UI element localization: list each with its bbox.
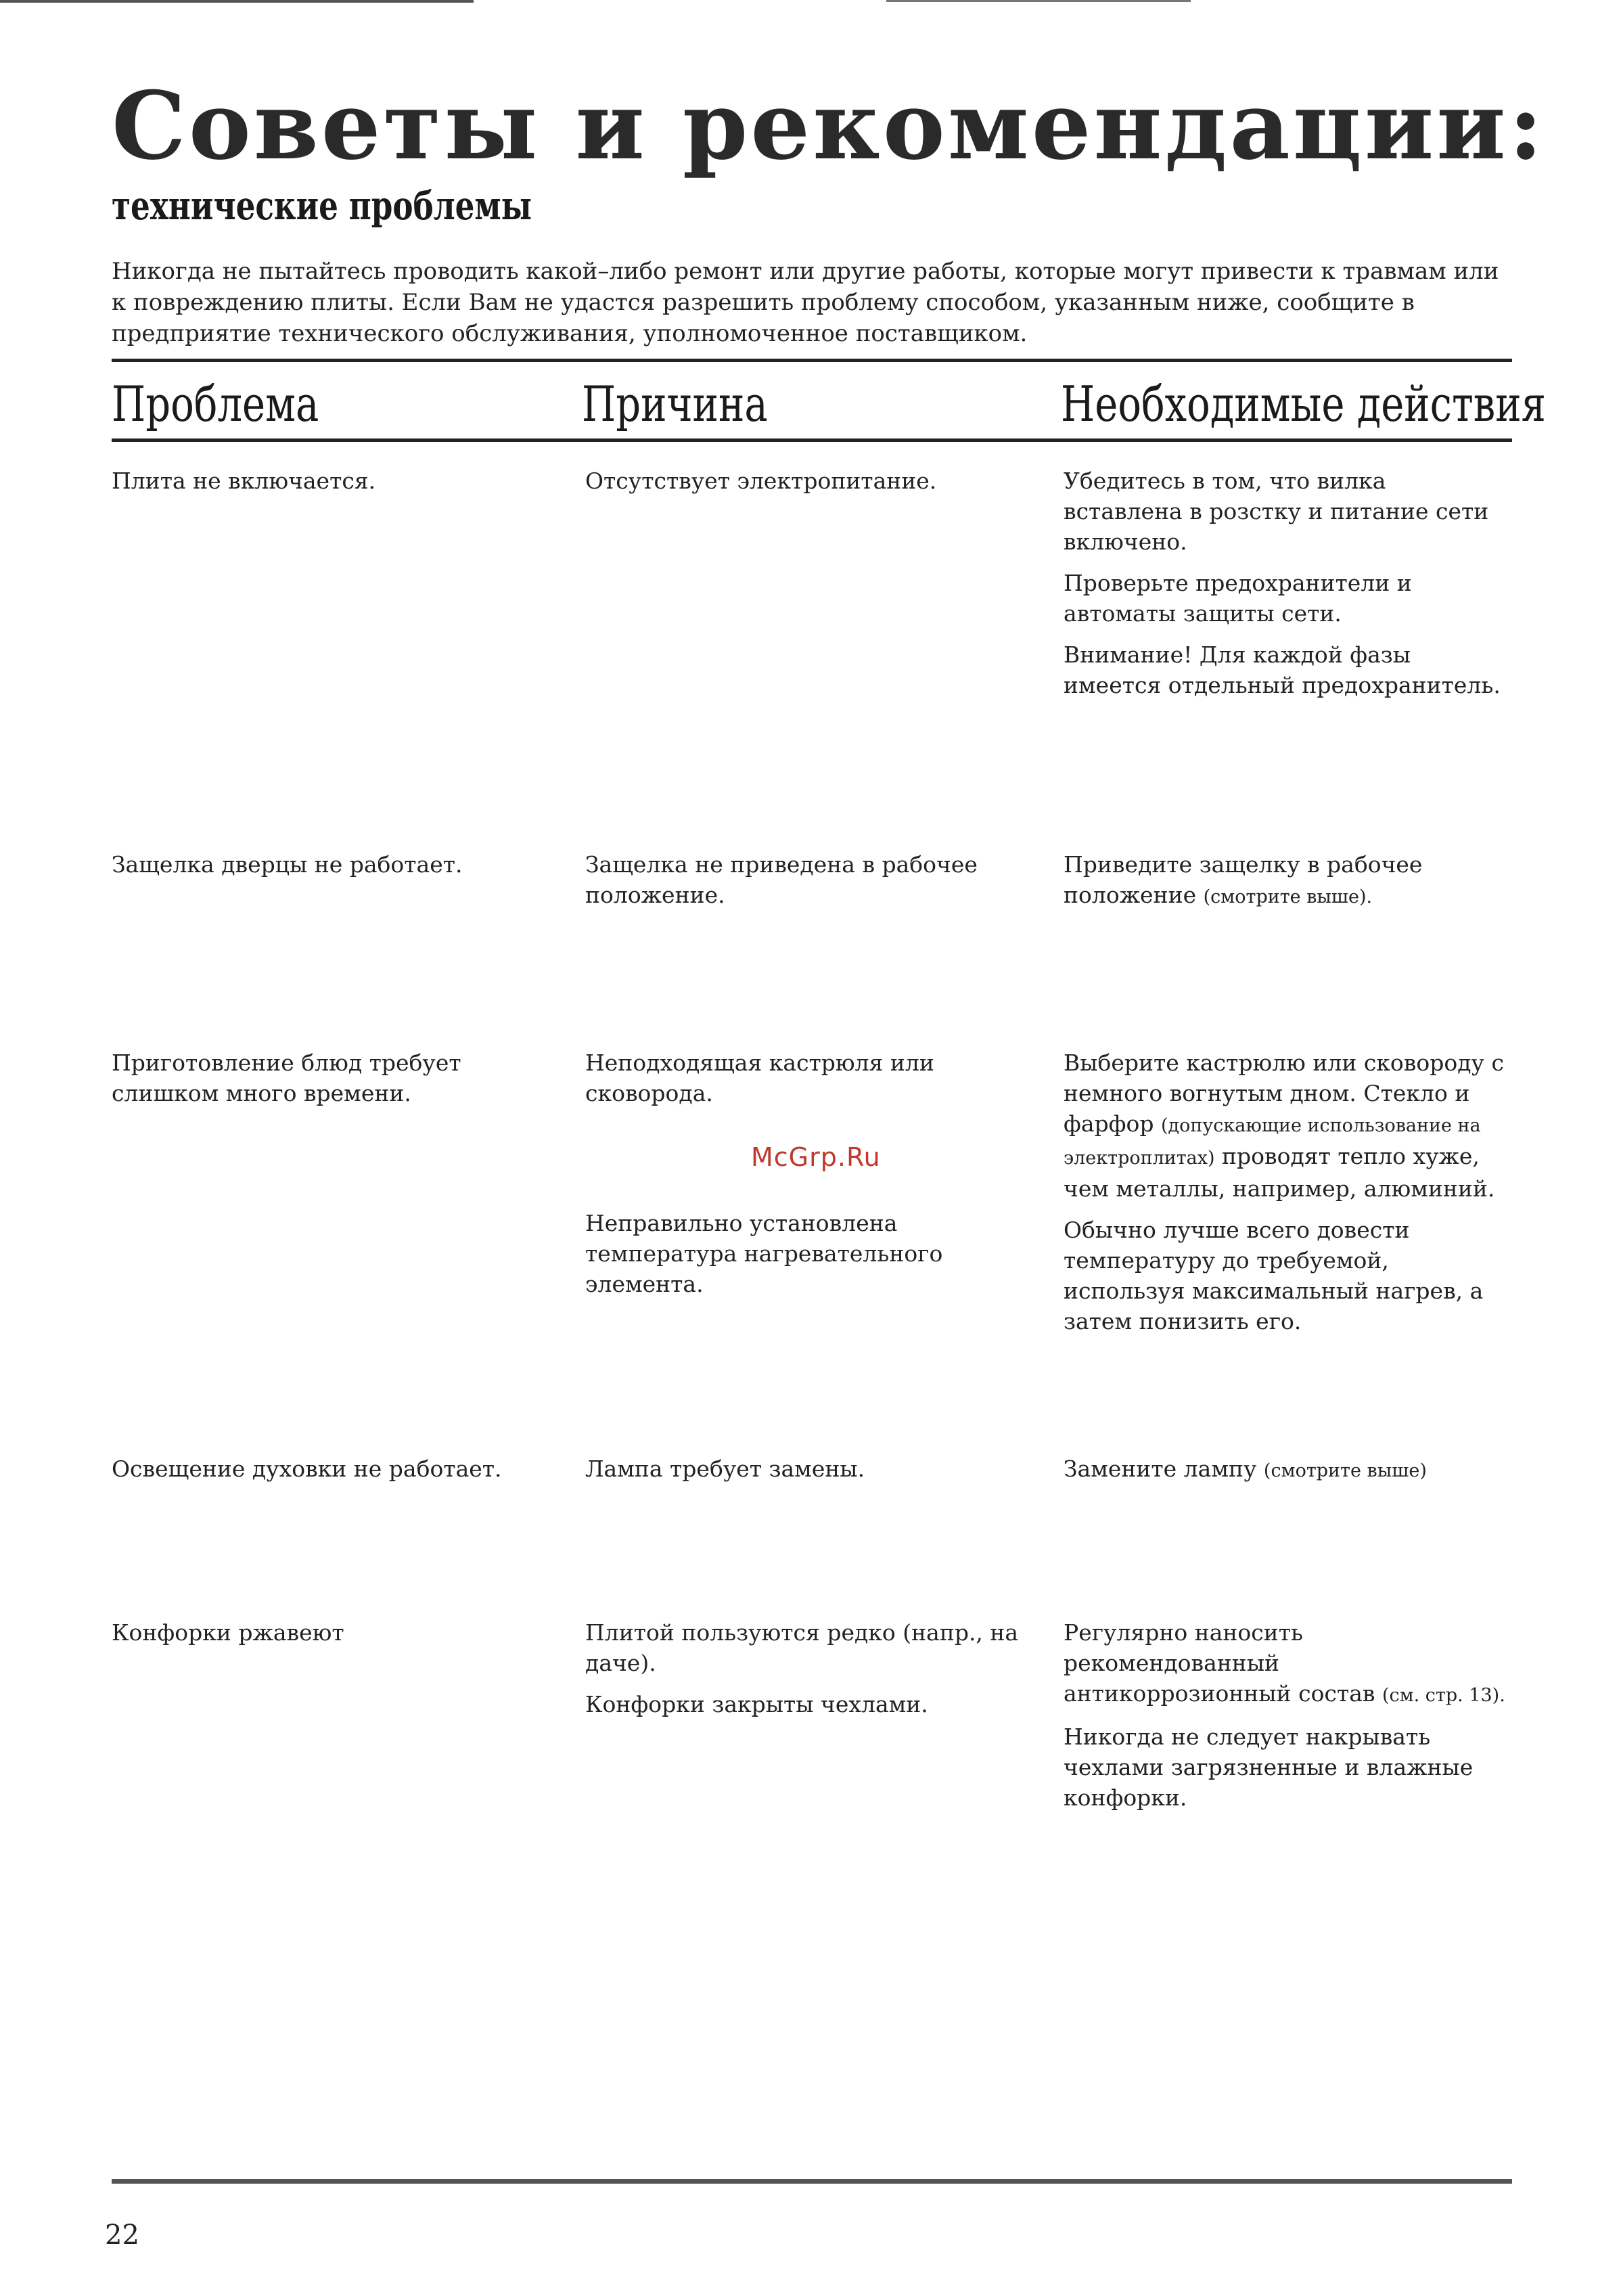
table-row-problem: Защелка дверцы не работает. <box>112 851 463 878</box>
action-main: Регулярно наносить рекомендованный антикоррозионный состав <box>1064 1619 1375 1707</box>
table-row-action <box>1064 1617 1510 1824</box>
action-main: Замените лампу <box>1064 1456 1257 1482</box>
table-row-action <box>1064 1454 1510 1497</box>
action-text <box>1064 849 1510 912</box>
column-header-action: Необходимые действия <box>1061 376 1546 432</box>
table-row-action <box>1064 466 1510 711</box>
table-row-cause <box>585 849 1032 921</box>
table-header-top-rule <box>112 359 1512 362</box>
action-text: Никогда не следует накрывать чехлами загрязненные и влажные конфорки. <box>1064 1724 1474 1811</box>
action-note: (смотрите выше) <box>1263 1460 1427 1481</box>
action-note: (допускающие использование на электроплитах) <box>1064 1115 1481 1169</box>
action-note: (смотрите выше). <box>1203 886 1373 907</box>
action-text <box>1064 1454 1510 1486</box>
table-header-bottom-rule <box>112 438 1512 442</box>
action-text: Обычно лучше всего довести температуру до требуемой, используя максимальный нагрев, а затем понизить его. <box>1064 1217 1484 1334</box>
action-main: проводят тепло хуже, чем металлы, например, алюминий. <box>1064 1143 1495 1202</box>
page-number: 22 <box>105 2220 139 2251</box>
page-title: Советы и рекомендации: <box>112 70 1546 181</box>
column-header-problem: Проблема <box>112 376 319 432</box>
cause-text: Защелка не приведена в рабочее положение. <box>585 851 978 908</box>
action-note: (см. стр. 13). <box>1382 1685 1505 1706</box>
cause-text: Неподходящая кастрюля или сковорода. <box>585 1050 934 1106</box>
cause-text: Отсутствует электропитание. <box>585 468 937 494</box>
footer-rule <box>112 2179 1512 2184</box>
table-row-problem: Конфорки ржавеют <box>112 1619 344 1646</box>
table-row-action <box>1064 849 1510 923</box>
cause-text: Неправильно установлена температура нагревательного элемента. <box>585 1210 943 1297</box>
action-text: Убедитесь в том, что вилка вставлена в розстку и питание сети включено. <box>1064 468 1489 555</box>
watermark-text: McGrp.Ru <box>751 1142 881 1172</box>
table-row-problem: Приготовление блюд требует слишком много времени. <box>112 1050 461 1106</box>
action-text <box>1064 1617 1510 1711</box>
table-row-cause <box>585 466 1032 507</box>
action-text: Проверьте предохранители и автоматы защиты сети. <box>1064 570 1412 627</box>
action-main: Выберите кастрюлю или сковороду с немного вогнутым дном. Стекло и фарфор <box>1064 1050 1504 1137</box>
top-rule <box>0 0 474 3</box>
table-row-cause <box>585 1208 1032 1310</box>
cause-text: Конфорки закрыты чехлами. <box>585 1691 928 1717</box>
action-main: Приведите защелку в рабочее положение <box>1064 851 1423 908</box>
action-text <box>1064 1048 1510 1204</box>
top-rule <box>886 0 1191 2</box>
table-row-cause <box>585 1048 1032 1119</box>
intro-paragraph: Никогда не пытайтесь проводить какой–либо ремонт или другие работы, которые могут привести к травмам или к повреждению плиты. Если Вам не удастся разрешить проблему способом, указанным ниже, сообщите в предприятие технического обслуживания, уполномоченное поставщиком. <box>112 258 1499 347</box>
page-subtitle: технические проблемы <box>112 183 532 229</box>
table-row-cause <box>585 1454 1032 1495</box>
table-row-problem: Освещение духовки не работает. <box>112 1456 502 1482</box>
table-row-problem: Плита не включается. <box>112 468 376 494</box>
table-row-cause <box>585 1617 1032 1730</box>
cause-text: Лампа требует замены. <box>585 1456 865 1482</box>
column-header-cause: Причина <box>582 376 768 432</box>
cause-text: Плитой пользуются редко (напр., на даче). <box>585 1619 1019 1676</box>
table-row-action <box>1064 1048 1510 1347</box>
action-text: Внимание! Для каждой фазы имеется отдельный предохранитель. <box>1064 641 1501 698</box>
